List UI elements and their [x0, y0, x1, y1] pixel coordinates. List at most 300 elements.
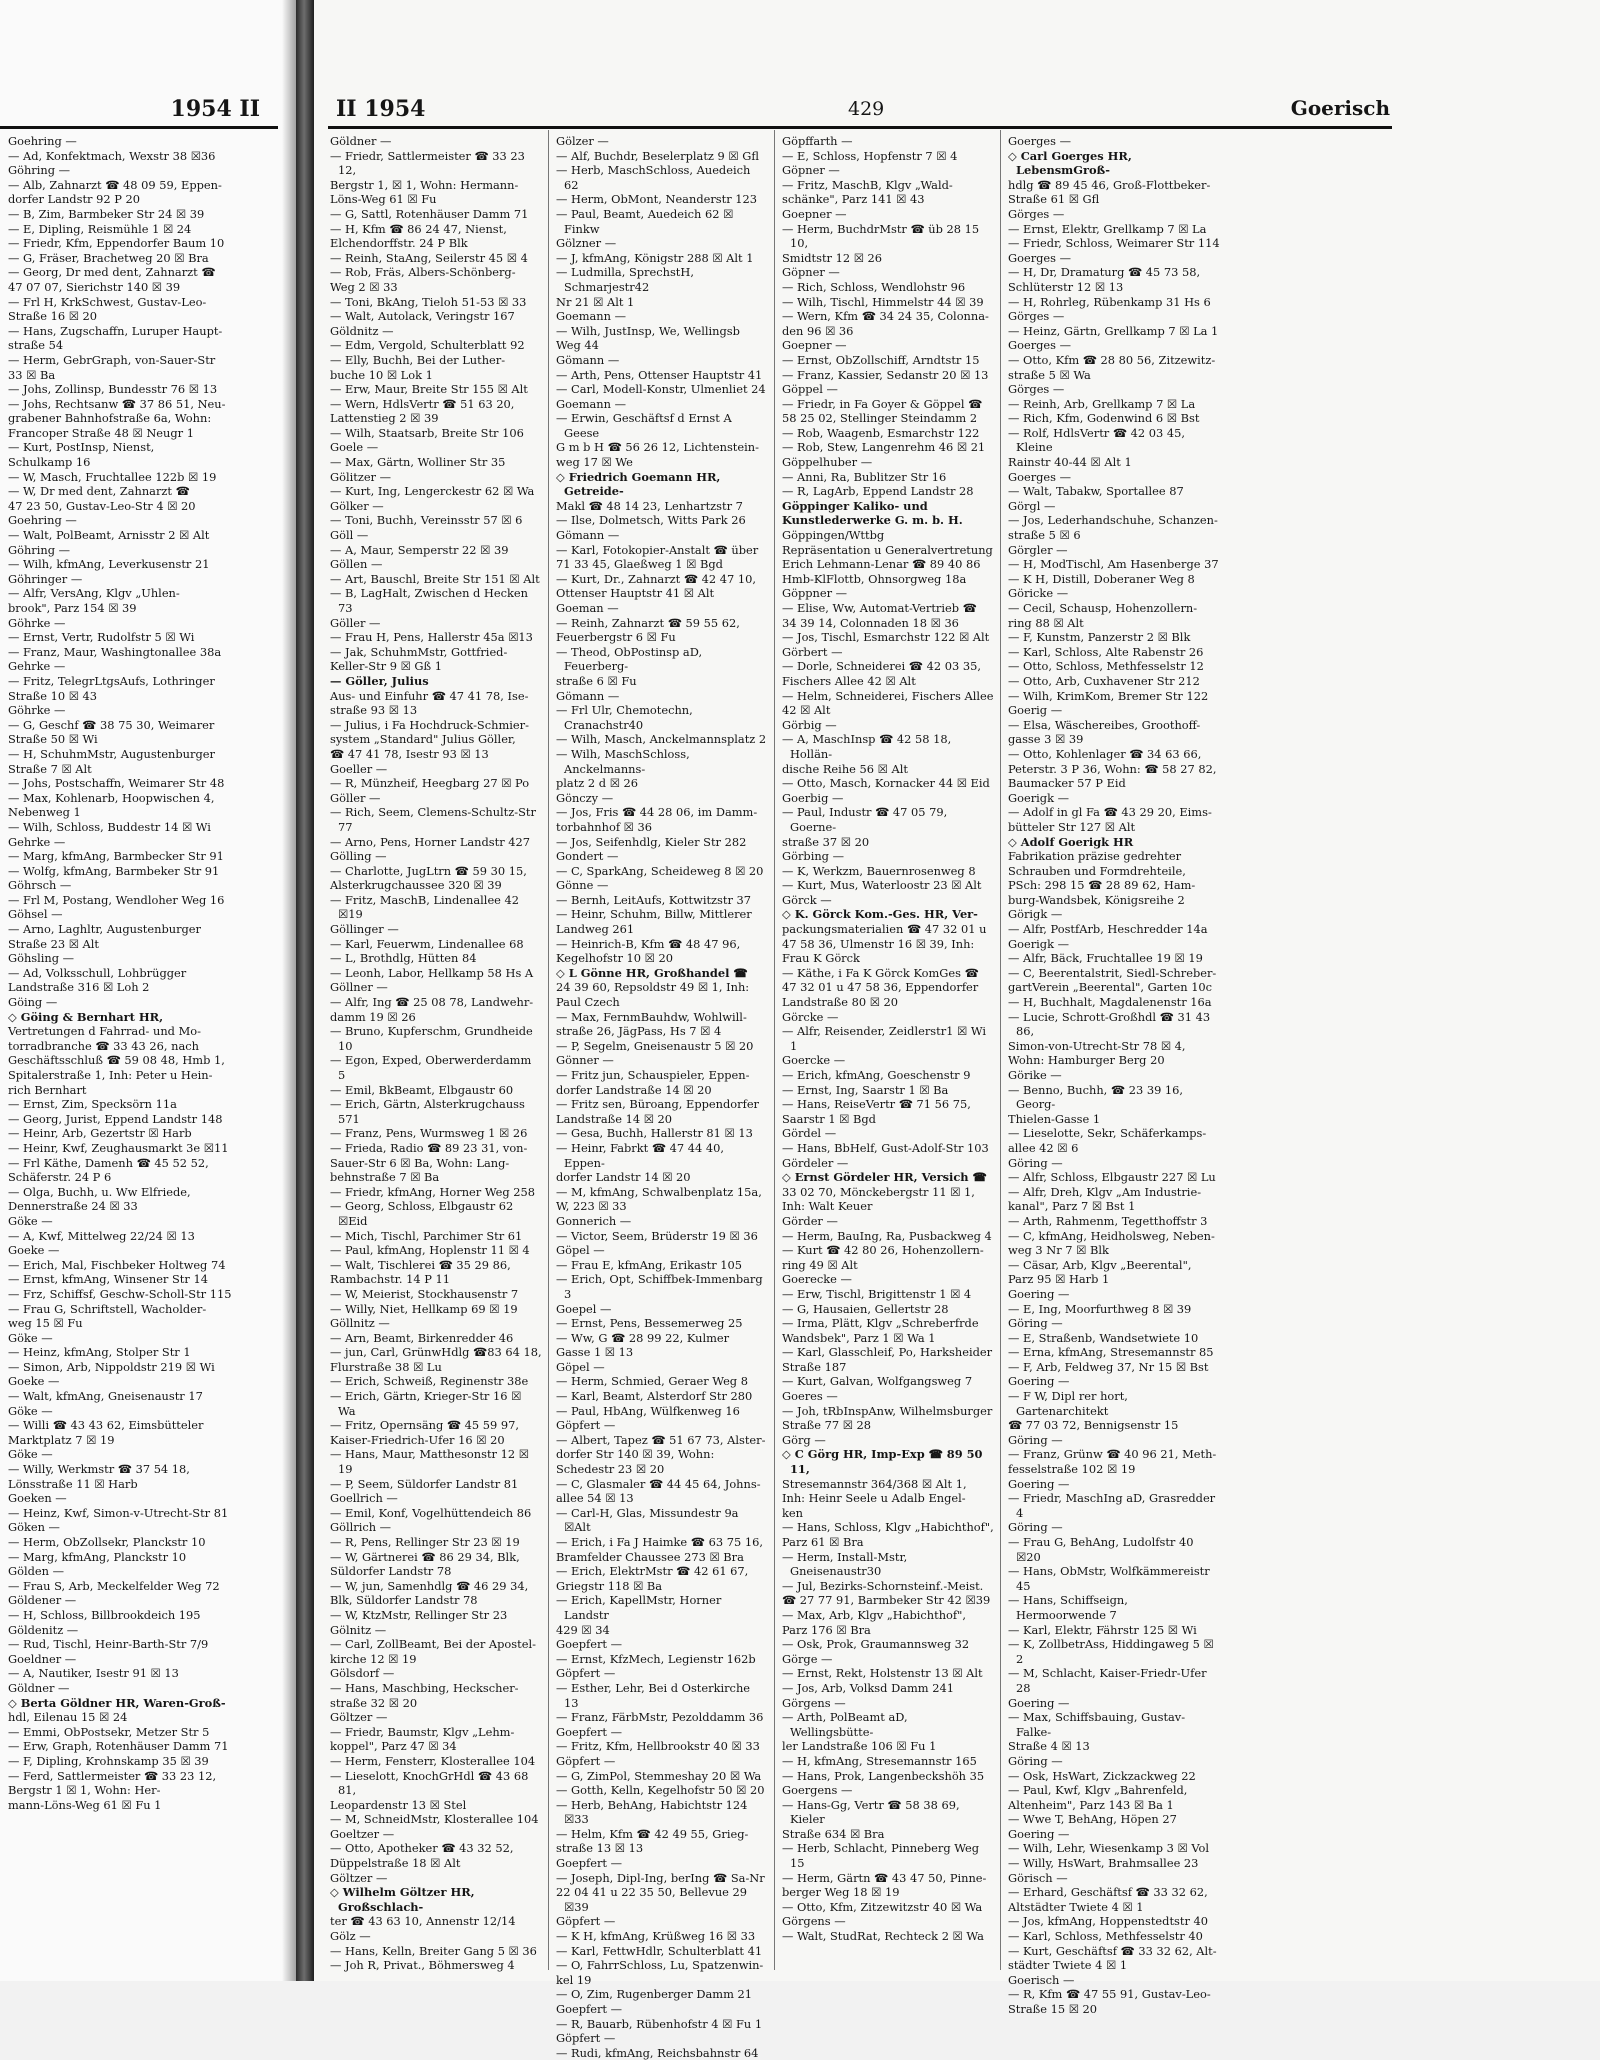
surname-heading: Göpfert —	[556, 1753, 616, 1768]
directory-entry-line: — Karl, Feuerwm, Lindenallee 68	[330, 936, 524, 951]
directory-entry-line: PSch: 298 15 ☎ 28 89 62, Ham-	[1008, 878, 1196, 893]
directory-entry-line: — Carl-H, Glas, Missundestr 9a ☒Alt	[556, 1505, 739, 1535]
directory-entry-line: Nebenweg 1	[8, 805, 81, 820]
directory-entry-line: — Franz, Pens, Wurmsweg 1 ☒ 26	[330, 1126, 528, 1141]
surname-heading: Goepfert —	[556, 2002, 622, 2016]
directory-entry-line: — Heinrich-B, Kfm ☎ 48 47 96,	[556, 936, 741, 951]
surname-heading: Göppelhuber —	[782, 455, 873, 470]
directory-entry-line: damm 19 ☒ 26	[330, 1009, 416, 1024]
directory-entry-line: — Kurt ☎ 42 80 26, Hohenzollern-	[782, 1243, 984, 1258]
surname-heading: Görgler —	[1008, 542, 1068, 557]
directory-entry-line: — Göller, Julius	[330, 673, 429, 688]
directory-entry-line: — Friedr, Schloss, Weimarer Str 114	[1008, 236, 1220, 251]
surname-heading: Görges —	[1008, 206, 1065, 221]
directory-entry-line: Parz 95 ☒ Harb 1	[1008, 1272, 1110, 1287]
page-keyword: Goerisch	[1290, 96, 1390, 120]
surname-heading: Göhrke —	[8, 615, 66, 630]
directory-entry-line: — Gesa, Buchh, Hallerstr 81 ☒ 13	[556, 1126, 753, 1141]
directory-entry-line: Flurstraße 38 ☒ Lu	[330, 1359, 442, 1374]
directory-entry-line: straße 32 ☒ 20	[330, 1695, 418, 1710]
directory-entry-line: — Lucie, Schrott-Großhdl ☎ 31 43 86,	[1008, 1009, 1211, 1039]
surname-heading: Görbing —	[782, 849, 844, 864]
surname-heading: Goering —	[1008, 1826, 1070, 1841]
directory-entry-line: — Erwin, Geschäftsf d Ernst A Geese	[556, 411, 732, 440]
surname-heading: Göldener —	[8, 1593, 77, 1608]
surname-heading: Gölnitz —	[330, 1622, 387, 1637]
directory-entry-line: — Fritz jun, Schauspieler, Eppen-	[556, 1068, 750, 1082]
directory-entry-line: — W, Gärtnerei ☎ 86 29 34, Blk,	[330, 1549, 520, 1564]
page-year: II 1954	[336, 96, 426, 122]
firm-entry-line: ◇ Friedrich Goemann HR, Getreide-	[556, 469, 721, 499]
directory-entry-line: — Anni, Ra, Bublitzer Str 16	[782, 469, 947, 484]
surname-heading: Göpfert —	[556, 1914, 616, 1929]
directory-entry-line: — Walt, PolBeamt, Arnisstr 2 ☒ Alt	[8, 528, 210, 543]
directory-entry-line: — Osk, Prok, Graumannsweg 32	[782, 1637, 970, 1652]
directory-entry-line: Löns-Weg 61 ☒ Fu	[330, 192, 437, 207]
directory-entry-line: — Kurt, PostInsp, Nienst,	[8, 440, 155, 455]
surname-heading: Göllen —	[330, 557, 383, 572]
directory-entry-line: — Leonh, Labor, Hellkamp 58 Hs A	[330, 965, 534, 980]
directory-entry-line: grabener Bahnhofstraße 6a, Wohn:	[8, 411, 212, 426]
surname-heading: Göhrsch —	[8, 878, 72, 893]
directory-entry-line: dorfer Landstraße 14 ☒ 20	[556, 1082, 712, 1097]
directory-entry-line: — Hans, Prok, Langenbeckshöh 35	[782, 1768, 985, 1783]
directory-entry-line: — K H, kfmAng, Krüßweg 16 ☒ 33	[556, 1929, 756, 1944]
surname-heading: Goehring —	[8, 513, 77, 528]
surname-heading: Goerges —	[1008, 469, 1072, 484]
directory-entry-line: Ottenser Hauptstr 41 ☒ Alt	[556, 586, 715, 601]
directory-entry-line: — Ernst, Rekt, Holstenstr 13 ☒ Alt	[782, 1666, 983, 1681]
directory-entry-line: — jun, Carl, GrünwHdlg ☎83 64 18,	[330, 1345, 542, 1360]
directory-entry-line: bütteler Str 127 ☒ Alt	[1008, 819, 1136, 834]
directory-entry-line: — Simon, Arb, Nippoldstr 219 ☒ Wi	[8, 1359, 215, 1374]
surname-heading: Göppner —	[782, 586, 848, 601]
surname-heading: Göpffarth —	[782, 134, 853, 148]
surname-heading: Gölz —	[330, 1929, 371, 1944]
directory-entry-line: — G, Sattl, Rotenhäuser Damm 71	[330, 206, 529, 221]
directory-entry-line: Stresemannstr 364/368 ☒ Alt 1,	[782, 1476, 967, 1491]
surname-heading: Göller —	[330, 790, 381, 805]
directory-entry-line: gasse 3 ☒ 39	[1008, 732, 1084, 747]
directory-entry-line: — F, Arb, Feldweg 37, Nr 15 ☒ Bst	[1008, 1359, 1209, 1374]
surname-heading: Goerecke —	[782, 1272, 852, 1287]
directory-entry-line: — Alfr, Ing ☎ 25 08 78, Landwehr-	[330, 995, 534, 1010]
directory-entry-line: Repräsentation u Generalvertretung	[782, 542, 993, 557]
surname-heading: Göllrich —	[330, 1520, 392, 1535]
directory-entry-line: — Toni, Buchh, Vereinsstr 57 ☒ 6	[330, 513, 523, 528]
directory-entry-line: — Ernst, Zim, Specksörn 11a	[8, 1097, 177, 1112]
directory-entry-line: — Wilh, Schloss, Buddestr 14 ☒ Wi	[8, 819, 211, 834]
directory-entry-line: Alsterkrugchaussee 320 ☒ 39	[330, 878, 502, 893]
directory-entry-line: 22 04 41 u 22 35 50, Bellevue 29 ☒39	[556, 1885, 748, 1914]
surname-heading: Goeke —	[8, 1243, 60, 1258]
directory-entry-line: — H, Schloss, Billbrookdeich 195	[8, 1607, 201, 1622]
directory-entry-line: — G, Fräser, Brachetweg 20 ☒ Bra	[8, 250, 209, 265]
directory-entry-line: allee 42 ☒ 6	[1008, 1140, 1079, 1155]
directory-entry-line: — Hans, Zugschaffn, Luruper Haupt-	[8, 323, 223, 338]
directory-entry-line: — Karl, FettwHdlr, Schulterblatt 41	[556, 1943, 763, 1958]
surname-heading: Goehring —	[8, 134, 77, 148]
directory-entry-line: — Willy, Werkmstr ☎ 37 54 18,	[8, 1462, 190, 1477]
directory-entry-line: Keller-Str 9 ☒ Gß 1	[330, 659, 442, 674]
surname-heading: Görge —	[782, 1651, 833, 1666]
directory-entry-line: — Willi ☎ 43 43 62, Eimsbütteler	[8, 1418, 204, 1433]
directory-entry-line: Straße 61 ☒ Gfl	[1008, 192, 1100, 207]
directory-entry-line: — Ludmilla, SprechstH, Schmarjestr42	[556, 265, 694, 294]
directory-entry-line: — L, Brothdlg, Hütten 84	[330, 951, 477, 966]
surname-heading: Göke —	[8, 1213, 53, 1228]
directory-entry-line: — Frz, Schiffsf, Geschw-Scholl-Str 115	[8, 1286, 232, 1301]
surname-heading: Gömann —	[556, 528, 620, 543]
directory-column-2	[556, 134, 768, 2060]
directory-entry-line: — Ww, G ☎ 28 99 22, Kulmer	[556, 1330, 730, 1345]
directory-entry-line: — A, Maur, Semperstr 22 ☒ 39	[330, 542, 509, 557]
surname-heading: Görg —	[782, 1432, 826, 1447]
surname-heading: Göllnitz —	[330, 1316, 390, 1331]
directory-entry-line: W, 223 ☒ 33	[556, 1199, 627, 1214]
directory-entry-line: — Erw, Tischl, Brigittenstr 1 ☒ 4	[782, 1286, 972, 1301]
firm-entry-line: ◇ Carl Goerges HR, LebensmGroß-	[1008, 148, 1132, 178]
surname-heading: Görgens —	[782, 1914, 846, 1929]
directory-entry-line: — Frau G, BehAng, Ludolfstr 40 ☒20	[1008, 1535, 1194, 1564]
surname-heading: Goeken —	[8, 1491, 67, 1506]
directory-entry-line: — Reinh, Zahnarzt ☎ 59 55 62,	[556, 615, 740, 630]
firm-entry-line: ◇ C Görg HR, Imp-Exp ☎ 89 50 11,	[782, 1447, 983, 1477]
directory-entry-line: — W, Masch, Fruchtallee 122b ☒ 19	[8, 469, 217, 484]
directory-entry-line: — Carl, Modell-Konstr, Ulmenliet 24	[556, 382, 766, 397]
surname-heading: Goepfert —	[556, 1637, 622, 1652]
directory-entry-line: — Elly, Buchh, Bei der Luther-	[330, 352, 506, 367]
directory-entry-line: Weg 2 ☒ 33	[330, 279, 398, 294]
directory-entry-line: Inh: Walt Keuer	[782, 1199, 873, 1214]
directory-entry-line: — Frau S, Arb, Meckelfelder Weg 72	[8, 1578, 220, 1593]
directory-entry-line: — Paul, Industr ☎ 47 05 79, Goerne-	[782, 805, 948, 834]
directory-entry-line: 47 32 01 u 47 58 36, Eppendorfer	[782, 980, 979, 995]
surname-heading: Göll —	[330, 528, 369, 543]
directory-entry-line: 24 39 60, Repsoldstr 49 ☒ 1, Inh:	[556, 980, 750, 995]
directory-entry-line: — Esther, Lehr, Bei d Osterkirche 13	[556, 1680, 751, 1710]
surname-heading: Goerges —	[1008, 338, 1072, 353]
directory-entry-line: Weg 44	[556, 338, 599, 353]
surname-heading: Göldner —	[8, 1680, 70, 1695]
directory-entry-line: — Otto, Apotheker ☎ 43 32 52,	[330, 1841, 514, 1856]
directory-entry-line: — Helm, Kfm ☎ 42 49 55, Grieg-	[556, 1826, 749, 1841]
surname-heading: Görigk —	[1008, 907, 1063, 922]
directory-entry-line: ler Landstraße 106 ☒ Fu 1	[782, 1739, 937, 1754]
directory-entry-line: — Hans, ReiseVertr ☎ 71 56 75,	[782, 1097, 971, 1112]
directory-entry-line: — Heinr, Fabrkt ☎ 47 44 40, Eppen-	[556, 1140, 725, 1170]
directory-entry-line: — Rich, Kfm, Godenwind 6 ☒ Bst	[1008, 411, 1200, 426]
directory-entry-line: — Willy, Niet, Hellkamp 69 ☒ 19	[330, 1301, 518, 1316]
directory-entry-line: — Fritz, Opernsäng ☎ 45 59 97,	[330, 1418, 520, 1433]
surname-heading: Gehrke —	[8, 659, 66, 674]
directory-entry-line: — Arth, Rahmenm, Tegetthoffstr 3	[1008, 1213, 1208, 1228]
directory-entry-line: Francoper Straße 48 ☒ Neugr 1	[8, 425, 194, 440]
directory-entry-line: städter Twiete 4 ☒ 1	[1008, 1958, 1128, 1973]
surname-heading: Goeldner —	[8, 1651, 77, 1666]
directory-entry-line: — B, Zim, Barmbeker Str 24 ☒ 39	[8, 206, 205, 221]
book-binding	[296, 0, 314, 1981]
directory-entry-line: Spitalerstraße 1, Inh: Peter u Hein-	[8, 1068, 213, 1082]
directory-entry-line: brook", Parz 154 ☒ 39	[8, 601, 137, 615]
surname-heading: Göpel —	[556, 1359, 605, 1374]
directory-entry-line: — Erich, kfmAng, Goeschenstr 9	[782, 1068, 971, 1082]
directory-entry-line: — Edm, Vergold, Schulterblatt 92	[330, 338, 525, 353]
directory-entry-line: — Walt, Tischlerei ☎ 35 29 86,	[330, 1257, 511, 1272]
surname-heading: Görbert —	[782, 644, 843, 659]
surname-heading: Gölling —	[330, 849, 387, 864]
directory-entry-line: — Jos, Arb, Volksd Damm 241	[782, 1680, 954, 1695]
surname-heading: Goemann —	[556, 396, 626, 411]
directory-entry-line: straße 93 ☒ 13	[330, 703, 418, 718]
directory-entry-line: Straße 15 ☒ 20	[1008, 2002, 1098, 2016]
directory-entry-line: burg-Wandsbek, Königsreihe 2	[1008, 892, 1185, 907]
surname-heading: Goeltzer —	[330, 1826, 395, 1841]
directory-entry-line: — Erhard, Geschäftsf ☎ 33 32 62,	[1008, 1885, 1208, 1900]
directory-entry-line: Straße 50 ☒ Wi	[8, 732, 98, 747]
directory-entry-line: — Rudi, kfmAng, Reichsbahnstr 64	[556, 2045, 759, 2060]
directory-entry-line: — Max, Gärtn, Wolliner Str 35	[330, 455, 506, 470]
directory-entry-line: — Ernst, Pens, Bessemerweg 25	[556, 1316, 743, 1331]
page-header	[328, 96, 1392, 129]
surname-heading: Goerges —	[1008, 134, 1072, 148]
directory-entry-line: Landstraße 14 ☒ 20	[556, 1111, 673, 1126]
directory-entry-line: — Marg, kfmAng, Planckstr 10	[8, 1549, 187, 1564]
directory-entry-line: — Ferd, Sattlermeister ☎ 33 23 12,	[8, 1768, 217, 1783]
directory-entry-line: — Bernh, LeitAufs, Kottwitzstr 37	[556, 892, 752, 907]
surname-heading: Göricke —	[1008, 586, 1069, 601]
directory-entry-line: Schlüterstr 12 ☒ 13	[1008, 279, 1124, 294]
surname-heading: Goerges —	[1008, 250, 1072, 265]
surname-heading: Göke —	[8, 1447, 53, 1462]
directory-entry-line: — H, SchuhmMstr, Augustenburger	[8, 746, 215, 761]
surname-heading: Goering —	[1008, 1286, 1070, 1301]
directory-entry-line: — Cäsar, Arb, Klgv „Beerental",	[1008, 1257, 1192, 1272]
directory-entry-line: — Erich, KapellMstr, Horner Landstr	[556, 1593, 722, 1622]
directory-entry-line: rich Bernhart	[8, 1082, 87, 1097]
directory-entry-line: Saarstr 1 ☒ Bgd	[782, 1111, 876, 1126]
directory-entry-line: — H, Buchhalt, Magdalenenstr 16a	[1008, 995, 1212, 1010]
directory-entry-line: straße 6 ☒ Fu	[556, 673, 637, 688]
directory-entry-line: — Erich, Gärtn, Krieger-Str 16 ☒ Wa	[330, 1389, 522, 1418]
directory-entry-line: — Frieda, Radio ☎ 89 23 31, von-	[330, 1140, 528, 1155]
directory-entry-line: — Walt, Tabakw, Sportallee 87	[1008, 484, 1184, 499]
directory-entry-line: — Heinz, kfmAng, Stolper Str 1	[8, 1345, 191, 1360]
directory-entry-line: straße 54	[8, 338, 64, 353]
directory-entry-line: Makl ☎ 48 14 23, Lenhartzstr 7	[556, 498, 743, 513]
directory-entry-line: Straße 10 ☒ 43	[8, 688, 98, 703]
surname-heading: Göpfert —	[556, 2031, 616, 2046]
directory-entry-line: Bergstr 1 ☒ 1, Wohn: Her-	[8, 1783, 161, 1798]
directory-entry-line: — Frau E, kfmAng, Erikastr 105	[556, 1257, 743, 1272]
directory-entry-line: — A, MaschInsp ☎ 42 58 18, Hollän-	[782, 732, 952, 761]
directory-entry-line: — Wilh, MaschSchloss, Anckelmanns-	[556, 746, 690, 776]
directory-entry-line: Bergstr 1, ☒ 1, Wohn: Hermann-	[330, 177, 519, 192]
surname-heading: Görcke —	[782, 1009, 839, 1024]
directory-entry-line: — R, Kfm ☎ 47 55 91, Gustav-Leo-	[1008, 1987, 1211, 2002]
directory-entry-line: — Emmi, ObPostsekr, Metzer Str 5	[8, 1724, 210, 1739]
directory-entry-line: — Hans, Maschbing, Heckscher-	[330, 1680, 519, 1695]
directory-entry-line: — Herm, ObMont, Neanderstr 123	[556, 192, 758, 207]
directory-entry-line: Simon-von-Utrecht-Str 78 ☒ 4,	[1008, 1038, 1186, 1053]
directory-entry-line: — Alfr, Schloss, Elbgaustr 227 ☒ Lu	[1008, 1170, 1216, 1185]
directory-entry-line: — Rob, Stew, Langenrehm 46 ☒ 21	[782, 440, 986, 455]
directory-entry-line: dorfer Str 140 ☒ 39, Wohn:	[556, 1447, 715, 1462]
directory-entry-line: Baumacker 57 P Eid	[1008, 776, 1126, 791]
directory-entry-line: — Wwe T, BehAng, Höpen 27	[1008, 1812, 1177, 1827]
directory-entry-line: — Herm, Schmied, Geraer Weg 8	[556, 1374, 748, 1389]
directory-entry-line: — Jos, Tischl, Esmarchstr 122 ☒ Alt	[782, 630, 990, 645]
directory-entry-line: — K H, Distill, Doberaner Weg 8	[1008, 571, 1195, 586]
surname-heading: Göken —	[8, 1520, 60, 1535]
directory-entry-line: 33 02 70, Mönckebergstr 11 ☒ 1,	[782, 1184, 975, 1199]
directory-entry-line: ter ☎ 43 63 10, Annenstr 12/14	[330, 1914, 516, 1929]
directory-entry-line: — Franz, Kassier, Sedanstr 20 ☒ 13	[782, 367, 989, 382]
directory-entry-line: Schedestr 23 ☒ 20	[556, 1462, 665, 1477]
directory-entry-line: — M, kfmAng, Schwalbenplatz 15a,	[556, 1184, 762, 1199]
directory-entry-line: — Max, Arb, Klgv „Habichthof",	[782, 1607, 966, 1622]
directory-entry-line: — Fritz sen, Büroang, Eppendorfer	[556, 1097, 760, 1112]
directory-entry-line: weg 17 ☒ We	[556, 455, 633, 470]
directory-entry-line: — G, Geschf ☎ 38 75 30, Weimarer	[8, 717, 215, 732]
directory-entry-line: — Mich, Tischl, Parchimer Str 61	[330, 1228, 523, 1243]
surname-heading: Goepfert —	[556, 1724, 622, 1739]
directory-entry-line: straße 13 ☒ 13	[556, 1841, 644, 1856]
directory-entry-line: — Ernst, Ing, Saarstr 1 ☒ Ba	[782, 1082, 949, 1097]
directory-entry-line: dorfer Landstr 14 ☒ 20	[556, 1170, 691, 1185]
directory-entry-line: — Arno, Laghltr, Augustenburger	[8, 922, 201, 937]
directory-entry-line: 42 ☒ Alt	[782, 703, 831, 718]
directory-entry-line: — Wilh, JustInsp, We, Wellingsb	[556, 323, 740, 338]
directory-entry-line: — Herm, GebrGraph, von-Sauer-Str	[8, 352, 216, 367]
directory-entry-line: — Rob, Waagenb, Esmarchstr 122	[782, 425, 980, 440]
directory-entry-line: — Cecil, Schausp, Hohenzollern-	[1008, 601, 1198, 615]
directory-entry-line: — R, Bauarb, Rübenhofstr 4 ☒ Fu 1	[556, 2016, 763, 2031]
surname-heading: Göpfert —	[556, 1666, 616, 1681]
column-divider	[548, 130, 549, 1970]
directory-entry-line: — F, Kunstm, Panzerstr 2 ☒ Blk	[1008, 630, 1191, 645]
directory-entry-line: — Herm, Gärtn ☎ 43 47 50, Pinne-	[782, 1870, 987, 1885]
directory-entry-line: — Julius, i Fa Hochdruck-Schmier-	[330, 717, 529, 732]
surname-heading: Goepfert —	[556, 1856, 622, 1871]
surname-heading: Goerigk —	[1008, 790, 1069, 805]
surname-heading: Goering —	[1008, 1476, 1070, 1491]
directory-entry-line: — Hans, Maur, Matthesonstr 12 ☒ 19	[330, 1447, 529, 1477]
directory-entry-line: — Walt, StudRat, Rechteck 2 ☒ Wa	[782, 1929, 984, 1944]
directory-entry-line: — Jak, SchuhmMstr, Gottfried-	[330, 644, 508, 659]
directory-entry-line: — Joseph, Dipl-Ing, berIng ☎ Sa-Nr	[556, 1870, 765, 1885]
surname-heading: Göllner —	[330, 980, 388, 995]
directory-entry-line: 33 ☒ Ba	[8, 367, 56, 382]
directory-entry-line: — Frl H, KrkSchwest, Gustav-Leo-	[8, 294, 207, 309]
directory-entry-line: Straße 23 ☒ Alt	[8, 936, 99, 951]
surname-heading: Göring —	[1008, 1432, 1063, 1447]
directory-entry-line: — Alfr, Reisender, Zeidlerstr1 ☒ Wi 1	[782, 1024, 987, 1053]
directory-entry-line: — Theod, ObPostinsp aD, Feuerberg-	[556, 644, 703, 674]
directory-entry-line: — Frl Ulr, Chemotechn, Cranachstr40	[556, 703, 693, 732]
directory-entry-line: allee 54 ☒ 13	[556, 1491, 634, 1506]
directory-entry-line: — Albert, Tapez ☎ 51 67 73, Alster-	[556, 1432, 766, 1447]
surname-heading: Göldnitz —	[330, 323, 394, 338]
surname-heading: Görgens —	[782, 1695, 846, 1710]
directory-entry-line: — Max, Schiffsbauing, Gustav-Falke-	[1008, 1710, 1186, 1739]
directory-entry-line: — Hans, Schloss, Klgv „Habichthof",	[782, 1520, 994, 1535]
page-number: 429	[848, 98, 885, 120]
right-page	[314, 0, 1600, 2060]
left-page-year: 1954 II	[170, 96, 260, 122]
surname-heading: Gömann —	[556, 688, 620, 703]
directory-entry-line: — Otto, Schloss, Methfesselstr 12	[1008, 659, 1204, 674]
surname-heading: Goemann —	[556, 309, 626, 324]
directory-entry-line: den 96 ☒ 36	[782, 323, 854, 338]
directory-entry-line: — K, ZollbetrAss, Hiddingaweg 5 ☒ 2	[1008, 1637, 1214, 1666]
directory-entry-line: — Herm, ObZollsekr, Planckstr 10	[8, 1535, 206, 1549]
directory-entry-line: Marktplatz 7 ☒ 19	[8, 1432, 115, 1447]
directory-entry-line: — Friedr, Sattlermeister ☎ 33 23 12,	[330, 148, 525, 178]
directory-entry-line: — M, Schlacht, Kaiser-Friedr-Ufer 28	[1008, 1666, 1207, 1695]
directory-entry-line: — Bruno, Kupferschm, Grundheide 10	[330, 1024, 533, 1053]
directory-entry-line: — Heinz, Gärtn, Grellkamp 7 ☒ La 1	[1008, 323, 1219, 338]
directory-entry-line: 47 23 50, Gustav-Leo-Str 4 ☒ 20	[8, 498, 196, 513]
directory-entry-line: — H, Dr, Dramaturg ☎ 45 73 58,	[1008, 265, 1201, 280]
directory-entry-line: — Rich, Seem, Clemens-Schultz-Str 77	[330, 805, 536, 834]
directory-entry-line: — Osk, HsWart, Zickzackweg 22	[1008, 1768, 1196, 1783]
directory-entry-line: straße 5 ☒ 6	[1008, 528, 1081, 543]
directory-entry-line: Peterstr. 3 P 36, Wohn: ☎ 58 27 82,	[1008, 761, 1217, 776]
directory-entry-line: — Wilh, KrimKom, Bremer Str 122	[1008, 688, 1209, 703]
directory-entry-line: packungsmaterialien ☎ 47 32 01 u	[782, 922, 987, 937]
directory-entry-line: Vertretungen d Fahrrad- und Mo-	[8, 1024, 201, 1039]
directory-entry-line: straße 26, JägPass, Hs 7 ☒ 4	[556, 1024, 722, 1039]
surname-heading: Göring —	[1008, 1316, 1063, 1331]
directory-entry-line: — Irma, Plätt, Klgv „Schreberfrde	[782, 1316, 979, 1331]
directory-entry-line: — Elise, Ww, Automat-Vertrieb ☎	[782, 601, 977, 615]
directory-entry-line: — E, Schloss, Hopfenstr 7 ☒ 4	[782, 148, 958, 163]
directory-entry-line: — A, Nautiker, Isestr 91 ☒ 13	[8, 1666, 179, 1681]
surname-heading: Göldner —	[330, 134, 392, 148]
directory-entry-line: — Jos, kfmAng, Hoppenstedtstr 40	[1008, 1914, 1209, 1929]
directory-entry-line: — R, LagArb, Eppend Landstr 28	[782, 484, 974, 499]
directory-entry-line: Wohn: Hamburger Berg 20	[1008, 1053, 1165, 1068]
directory-entry-line: dorfer Landstr 92 P 20	[8, 192, 140, 207]
directory-entry-line: — Heinz, Kwf, Simon-v-Utrecht-Str 81	[8, 1505, 229, 1520]
directory-entry-line: Lattenstieg 2 ☒ 39	[330, 411, 439, 426]
directory-entry-line: Düppelstraße 18 ☒ Alt	[330, 1856, 461, 1871]
directory-entry-line: — Friedr, kfmAng, Horner Weg 258	[330, 1184, 536, 1199]
directory-entry-line: — Wilh, Lehr, Wiesenkamp 3 ☒ Vol	[1008, 1841, 1210, 1856]
directory-entry-line: — Franz, Grünw ☎ 40 96 21, Meth-	[1008, 1447, 1217, 1462]
directory-entry-line: — Herm, Install-Mstr, Gneisenaustr30	[782, 1549, 908, 1579]
directory-entry-line: — C, SparkAng, Scheideweg 8 ☒ 20	[556, 863, 764, 878]
directory-entry-line: — Ernst, Elektr, Grellkamp 7 ☒ La	[1008, 221, 1207, 236]
directory-entry-line: — Johs, Postschaffn, Weimarer Str 48	[8, 776, 225, 791]
directory-entry-line: dische Reihe 56 ☒ Alt	[782, 761, 908, 776]
directory-entry-line: system „Standard" Julius Göller,	[330, 732, 516, 747]
directory-entry-line: Fabrikation präzise gedrehter	[1008, 849, 1182, 864]
directory-entry-line: — Fritz, TelegrLtgsAufs, Lothringer	[8, 673, 215, 688]
firm-entry-line: ◇ Ernst Gördeler HR, Versich ☎	[782, 1170, 987, 1185]
directory-entry-line: — Otto, Kfm, Zitzewitzstr 40 ☒ Wa	[782, 1899, 983, 1914]
directory-entry-line: — Arth, Pens, Ottenser Hauptstr 41	[556, 367, 763, 382]
directory-entry-line: — Arno, Pens, Horner Landstr 427	[330, 834, 531, 849]
directory-entry-line: — J, kfmAng, Königstr 288 ☒ Alt 1	[556, 250, 754, 265]
surname-heading: Gölitzer —	[330, 469, 392, 484]
directory-entry-line: — H, ModTischl, Am Hasenberge 37	[1008, 557, 1219, 572]
directory-entry-line: — Jos, Fris ☎ 44 28 06, im Damm-	[556, 805, 758, 820]
directory-entry-line: — R, Pens, Rellinger Str 23 ☒ 19	[330, 1535, 520, 1549]
directory-entry-line: — Lieselott, KnochGrHdl ☎ 43 68 81,	[330, 1768, 529, 1798]
directory-entry-line: — Ernst, ObZollschiff, Arndtstr 15	[782, 352, 980, 367]
